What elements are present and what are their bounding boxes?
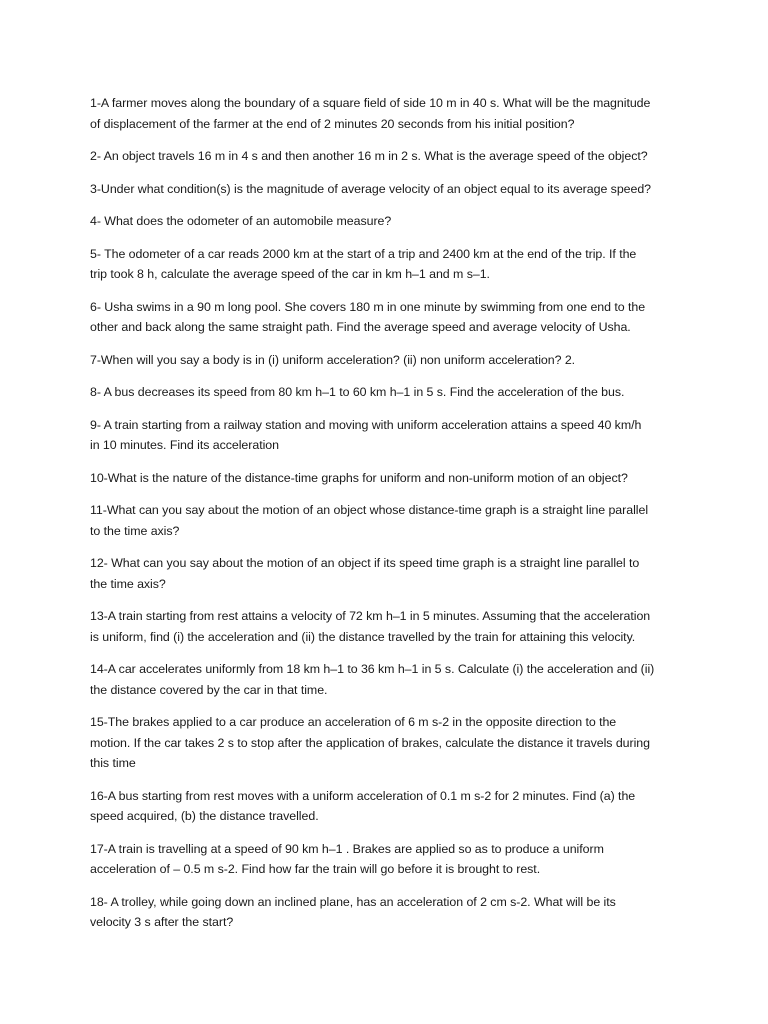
question-line: 3-Under what condition(s) is the magnitude of average velocity of an object equal to its average speed? [90,181,652,196]
question-line: is uniform, find (i) the acceleration and (ii) the distance travelled by the train for attaining this velocity. [90,629,636,644]
question-item [90,146,680,167]
question-line: speed acquired, (b) the distance travelled. [90,809,319,823]
question-line: 6- Usha swims in a 90 m long pool. She covers 180 m in one minute by swimming from one end to the [90,299,646,314]
question-line: 18- A trolley, while going down an inclined plane, has an acceleration of 2 cm s-2. What will be its [90,894,616,909]
question-line: 17-A train is travelling at a speed of 90 km h–1 . Brakes are applied so as to produce a uniform [90,841,604,856]
question-item [90,93,680,134]
question-item [90,211,680,232]
question-line: 5- The odometer of a car reads 2000 km at the start of a trip and 2400 km at the end of the trip. If the [90,246,637,261]
question-line: 10-What is the nature of the distance-time graphs for uniform and non-uniform motion of an object? [90,470,628,485]
question-list [90,93,680,945]
question-line: 9- A train starting from a railway station and moving with uniform acceleration attains a speed 40 km/h [90,417,642,432]
question-item [90,892,680,933]
question-line: the time axis? [90,576,166,591]
question-item [90,244,680,285]
question-line: to the time axis? [90,523,180,538]
question-line: motion. If the car takes 2 s to stop after the application of brakes, calculate the distance it travels during [90,735,650,750]
question-item [90,553,680,594]
question-item [90,297,680,338]
question-item [90,606,680,647]
question-item [90,659,680,700]
question-line: this time [90,756,136,770]
question-line: 12- What can you say about the motion of an object if its speed time graph is a straight line parallel to [90,556,640,570]
question-line: 14-A car accelerates uniformly from 18 km h–1 to 36 km h–1 in 5 s. Calculate (i) the acceleration and (ii) [90,662,655,676]
question-item [90,500,680,541]
question-line: of displacement of the farmer at the end of 2 minutes 20 seconds from his initial position? [90,116,575,131]
question-line: 7-When will you say a body is in (i) uniform acceleration? (ii) non uniform acceleration? 2. [90,352,576,367]
question-item [90,468,680,489]
question-item [90,415,680,456]
question-line: 1-A farmer moves along the boundary of a square field of side 10 m in 40 s. What will be the magnitude [90,96,651,110]
question-line: velocity 3 s after the start? [90,915,234,929]
question-line: 8- A bus decreases its speed from 80 km h–1 to 60 km h–1 in 5 s. Find the acceleration of the bus. [90,385,625,399]
question-line: 15-The brakes applied to a car produce an acceleration of 6 m s-2 in the opposite direction to the [90,715,617,729]
question-line: 4- What does the odometer of an automobile measure? [90,214,392,228]
question-line: other and back along the same straight path. Find the average speed and average velocity of Usha. [90,320,631,334]
question-line: 2- An object travels 16 m in 4 s and then another 16 m in 2 s. What is the average speed of the object? [90,149,648,163]
question-line: 16-A bus starting from rest moves with a uniform acceleration of 0.1 m s-2 for 2 minutes. Find (a) the [90,788,636,803]
question-line: trip took 8 h, calculate the average speed of the car in km h–1 and m s–1. [90,267,490,281]
question-line: the distance covered by the car in that time. [90,682,328,697]
question-line: 13-A train starting from rest attains a velocity of 72 km h–1 in 5 minutes. Assuming that the acceleration [90,609,651,623]
question-item [90,786,680,827]
question-item [90,712,680,774]
question-line: acceleration of – 0.5 m s-2. Find how far the train will go before it is brought to rest. [90,862,541,876]
question-item [90,179,680,200]
question-item [90,350,680,371]
question-line: 11-What can you say about the motion of an object whose distance-time graph is a straight line parallel [90,503,649,517]
question-item [90,839,680,880]
question-line: in 10 minutes. Find its acceleration [90,438,279,452]
question-item [90,382,680,403]
